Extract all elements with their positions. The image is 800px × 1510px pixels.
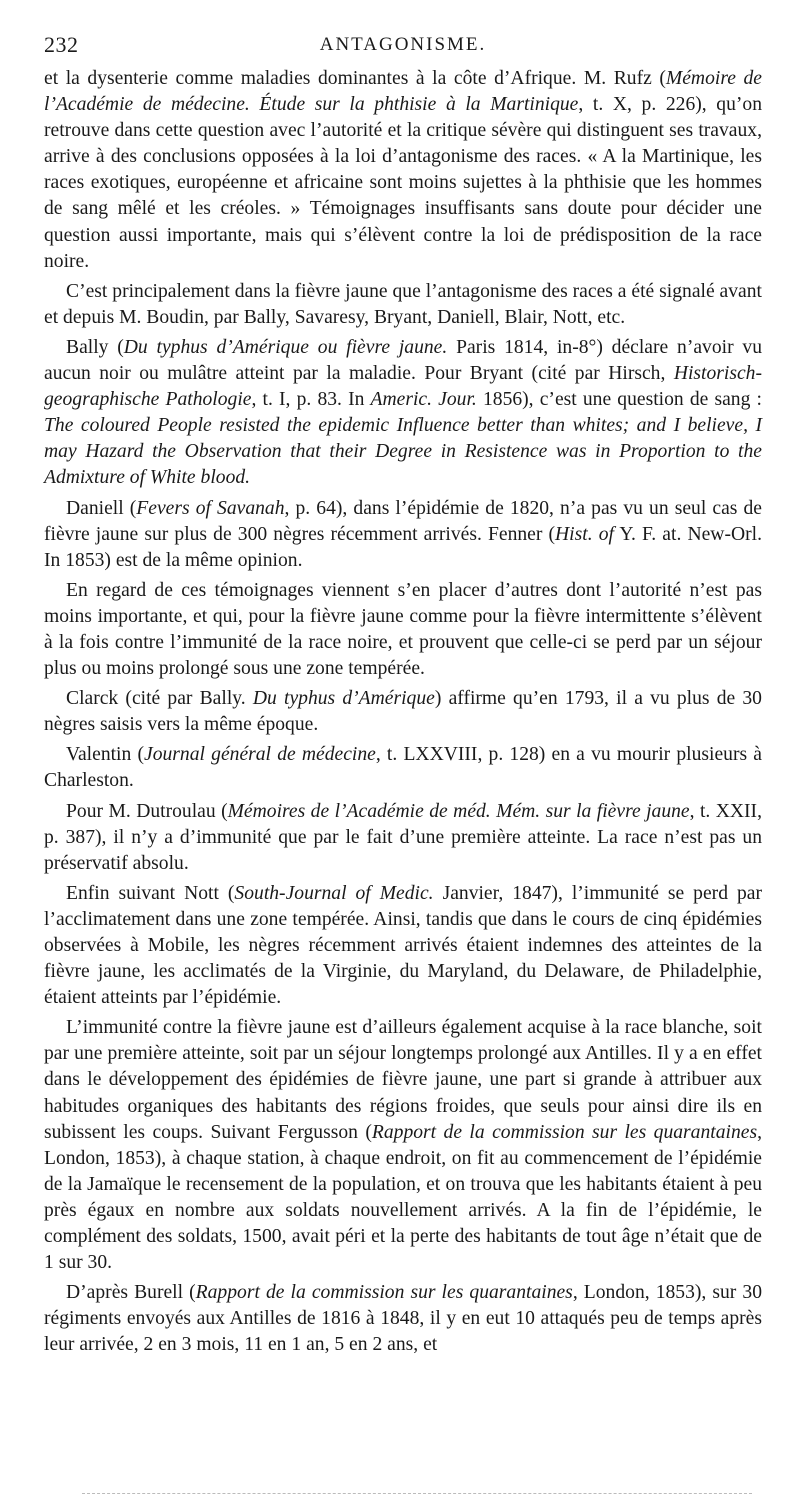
italic-citation: Du typhus d’Amérique <box>252 688 435 710</box>
text-run: Valentin ( <box>66 744 145 766</box>
paragraph <box>44 686 762 738</box>
italic-citation: Mémoire de l’Académie de médecine. Étude sur la phthisie à la Martinique <box>44 68 762 116</box>
italic-citation: The coloured People resisted the epidemic Influence better than whites; and I believe, I may Hazard the Observation that their Degree in Resistence was in Proportion to the Admixture of White blood. <box>44 415 762 489</box>
body-text <box>44 66 762 1359</box>
text-run: , t. XXII, p. 387), il n’y a d’immunité que par le fait d’une première atteinte. La race n’est pas un préservatif absolu. <box>44 800 762 874</box>
footer-rule <box>82 1493 752 1494</box>
italic-citation: Rapport de la commission sur les quarantaines <box>371 1121 758 1143</box>
text-run: Paris 1814, in-8°) déclare n’avoir vu aucun noir ou mulâtre atteint par la maladie. Pour Bryant (cité par Hirsch, <box>44 336 762 385</box>
paragraph <box>44 496 762 574</box>
text-run: , t. X, p. 226), qu’on retrouve dans cette question avec l’autorité et la critique sévère qui distinguent ses travaux, arrive à des conclusions opposées à la loi d’antagonisme des races. « A la Martinique, les races exotiques, européenne et africaine sont moins sujettes à la phthisie que les hommes de sang mêlé et les créoles. » Témoignages insuffisants sans doute pour décider une question aussi importante, mais qui s’élèvent contre la loi de prédisposition de la race noire. <box>44 94 762 272</box>
italic-citation: Fevers of Savanah <box>136 497 285 519</box>
text-run: Y. F. at. New-Orl. In 1853) est de la même opinion. <box>44 523 762 571</box>
italic-citation: Du typhus d’Amérique ou fièvre jaune. <box>123 336 448 358</box>
text-run: , London, 1853), sur 30 régiments envoyés aux Antilles de 1816 à 1848, il y en eut 10 attaqués peu de temps après leur arrivée, 2 en 3 mois, 11 en 1 an, 5 en 2 ans, et <box>44 1282 763 1356</box>
text-run: Pour M. Dutroulau ( <box>66 800 228 822</box>
text-run: Daniell ( <box>66 497 137 519</box>
italic-citation: Americ. Jour. <box>370 389 477 411</box>
text-run: Bally ( <box>66 336 124 358</box>
text-run: Janvier, 1847), l’immunité se perd par l’acclimatement dans une zone tempérée. Ainsi, tandis que dans le cours de cinq épidémies observées à Mobile, les nègres récemment arrivés étaient indemnes des atteintes de la fièvre jaune, les acclimatés de la Virginie, du Maryland, du Delaware, de Philadelphie, étaient atteints par l’épidémie. <box>44 882 762 1009</box>
text-run: D’après Burell ( <box>66 1282 196 1304</box>
text-run: Enfin suivant Nott ( <box>66 882 235 904</box>
italic-citation: Rapport de la commission sur les quarantaines <box>195 1282 573 1304</box>
text-run: et la dysenterie comme maladies dominantes à la côte d’Afrique. M. Rufz ( <box>44 68 666 89</box>
text-run: 1856), c’est une question de sang : <box>476 389 762 411</box>
italic-citation: South-Journal of Medic. <box>234 882 434 904</box>
text-run: L’immunité contre la fièvre jaune est d’ailleurs également acquise à la race blanche, soit par une première atteinte, soit par un séjour longtemps prolongé aux Antilles. Il y a en effet dans le développement des épidémies de fièvre jaune, une part si grande à attribuer aux habitudes organiques des habitants des régions froides, que seuls pour ainsi dire ils en subissent les coups. Suivant Fergusson ( <box>44 1017 762 1143</box>
text-run: Clarck (cité par Bally. <box>66 688 253 710</box>
page-header <box>44 24 762 60</box>
text-run: C’est principalement dans la fièvre jaune que l’antagonisme des races a été signalé avant et depuis M. Boudin, par Bally, Savaresy, Bryant, Daniell, Blair, Nott, etc. <box>44 280 762 328</box>
paragraph <box>44 881 762 1011</box>
paragraph <box>44 578 762 682</box>
text-run: En regard de ces témoignages viennent s’en placer d’autres dont l’autorité n’est pas moins importante, et qui, pour la fièvre jaune comme pour la fièvre intermittente s’élèvent à la fois contre l’immunité de la race noire, et prouvent que celle-ci se perd par un séjour plus ou moins prolongé sous une zone tempérée. <box>44 579 762 680</box>
italic-citation: Hist. of <box>555 523 614 545</box>
italic-citation: Historisch-geographische Pathologie <box>44 363 762 411</box>
paragraph <box>44 1015 762 1276</box>
italic-citation: Journal général de médecine <box>144 744 376 766</box>
text-run: , p. 64), dans l’épidémie de 1820, n’a pas vu un seul cas de fièvre jaune sur plus de 300 nègres récemment arrivés. Fenner ( <box>44 497 762 545</box>
paragraph <box>44 279 762 331</box>
running-title: ANTAGONISME. <box>319 34 487 55</box>
text-run: , t. I, p. 83. In <box>251 389 371 411</box>
text-run: , t. LXXVIII, p. 128) en a vu mourir plusieurs à Charleston. <box>44 744 762 792</box>
italic-citation: Mémoires de l’Académie de méd. Mém. sur la fièvre jaune <box>227 800 690 822</box>
paragraph <box>44 66 762 275</box>
paragraph <box>44 335 762 492</box>
paragraph <box>44 1280 762 1358</box>
paragraph <box>44 742 762 794</box>
text-run: , London, 1853), à chaque station, à chaque endroit, on fit au commencement de l’épidémie de la Jamaïque le recensement de la population, et on trouva que les habitants étaient à peu près égaux en nombre aux soldats nouvellement arrivés. A la fin de l’épidémie, le complément des soldats, 1500, avait péri et la perte des habitants de tout âge n’était que de 1 sur 30. <box>44 1121 762 1274</box>
page-number: 232 <box>44 32 79 57</box>
text-run: ) affirme qu’en 1793, il a vu plus de 30 nègres saisis vers la même époque. <box>44 688 762 736</box>
paragraph <box>44 799 762 877</box>
